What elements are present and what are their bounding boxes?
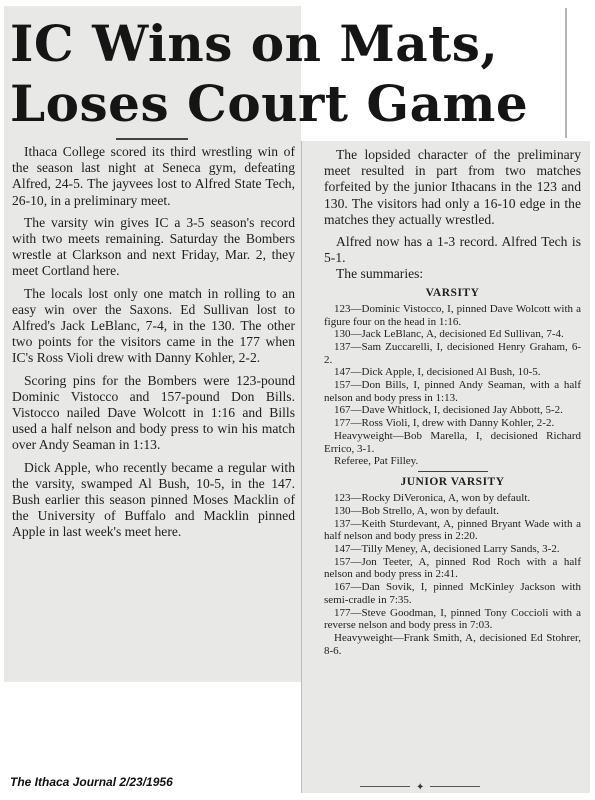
- summary-item: 147—Tilly Meney, A, decisioned Larry Sands, 3-2.: [334, 542, 560, 555]
- paragraph: Scoring pins for the Bombers were 123-pound Dominic Vistocco and 157-pound Don Bills. Vistocco nailed Dave Wolcott in 1:16 and Bills used a half nelson and body press to win his match over Andy Seaman in 1:13.: [12, 372, 295, 453]
- headline-divider: [116, 138, 188, 140]
- paragraph: The locals lost only one match in rolling to an easy win over the Saxons. Ed Sullivan lost to Alfred's Jack LeBlanc, 7-4, in the 130. The other two points for the visitors came in the 177 when IC's Ross Violi drew with Danny Kohler, 2-2.: [12, 285, 295, 366]
- junior-varsity-heading: JUNIOR VARSITY: [400, 475, 505, 488]
- right-article-body: [324, 147, 581, 657]
- column-rule: [565, 8, 567, 138]
- headline: [10, 14, 529, 134]
- summaries-label: The summaries:: [336, 266, 424, 282]
- summary-item: 137—Sam Zuccarelli, I, decisioned Henry Graham, 6-2.: [324, 340, 581, 366]
- left-article-body: [12, 144, 295, 547]
- summary-item: 130—Bob Strello, A, won by default.: [334, 504, 499, 517]
- summary-item: 157—Jon Teeter, A, pinned Rod Roch with a half nelson and body press in 2:41.: [324, 555, 581, 581]
- summary-item: 177—Steve Goodman, I, pinned Tony Coccioli with a reverse nelson and body press in 7:03.: [324, 606, 581, 632]
- summary-item: 167—Dan Sovik, I, pinned McKinley Jackson with semi-cradle in 7:35.: [324, 581, 581, 606]
- end-mark-icon: ✦: [416, 782, 425, 793]
- summary-item: Heavyweight—Bob Marella, I, decisioned Richard Errico, 3-1.: [324, 429, 581, 455]
- summary-item: 167—Dave Whitlock, I, decisioned Jay Abbott, 5-2.: [334, 404, 563, 417]
- right-clipping: [301, 141, 590, 793]
- summary-item: 147—Dick Apple, I, decisioned Al Bush, 10-5.: [334, 366, 541, 379]
- end-rule-right: [430, 786, 480, 787]
- source-caption: The Ithaca Journal 2/23/1956: [10, 775, 173, 789]
- paragraph: Alfred now has a 1-3 record. Alfred Tech is 5-1.: [324, 234, 581, 266]
- paragraph: The lopsided character of the preliminary meet resulted in part from two matches forfeited by the junior Ithacans in the 123 and 130. The visitors had only a 16-10 edge in the matches they actually wrestled.: [324, 147, 581, 227]
- summary-item: Heavyweight—Frank Smith, A, decisioned Ed Stohrer, 8-6.: [324, 631, 581, 657]
- summary-item: 177—Ross Violi, I, drew with Danny Kohler, 2-2.: [334, 417, 555, 430]
- headline-line-2: Loses Court Game: [10, 74, 529, 133]
- summary-item: 123—Dominic Vistocco, I, pinned Dave Wolcott with a figure four on the head in 1:16.: [324, 302, 581, 328]
- summary-item: 137—Keith Sturdevant, A, pinned Bryant Wade with a half nelson and body press in 2:20.: [324, 517, 581, 543]
- summary-item: 157—Don Bills, I, pinned Andy Seaman, with a half nelson and body press in 1:13.: [324, 379, 581, 404]
- varsity-heading: VARSITY: [425, 286, 480, 299]
- section-divider: [418, 471, 488, 472]
- summary-item: Referee, Pat Filley.: [334, 455, 419, 468]
- paragraph: Dick Apple, who recently became a regular with the varsity, swamped Al Bush, 10-5, in the 147. Bush earlier this season pinned Moses Macklin of the University of Buffalo and Macklin pinned Apple in last week's meet here.: [12, 459, 295, 540]
- end-rule-left: [360, 786, 410, 787]
- summary-item: 130—Jack LeBlanc, A, decisioned Ed Sullivan, 7-4.: [334, 328, 564, 341]
- paragraph: Ithaca College scored its third wrestling win of the season last night at Seneca gym, defeating Alfred, 24-5. The jayvees lost to Alfred State Tech, 26-10, in a preliminary meet.: [12, 144, 295, 208]
- paragraph: The varsity win gives IC a 3-5 season's record with two meets remaining. Saturday the Bombers wrestle at Clarkson and next Friday, Mar. 2, they meet Cortland here.: [12, 214, 295, 279]
- summary-item: 123—Rocky DiVeronica, A, won by default.: [334, 492, 531, 505]
- headline-line-1: IC Wins on Mats,: [10, 14, 499, 73]
